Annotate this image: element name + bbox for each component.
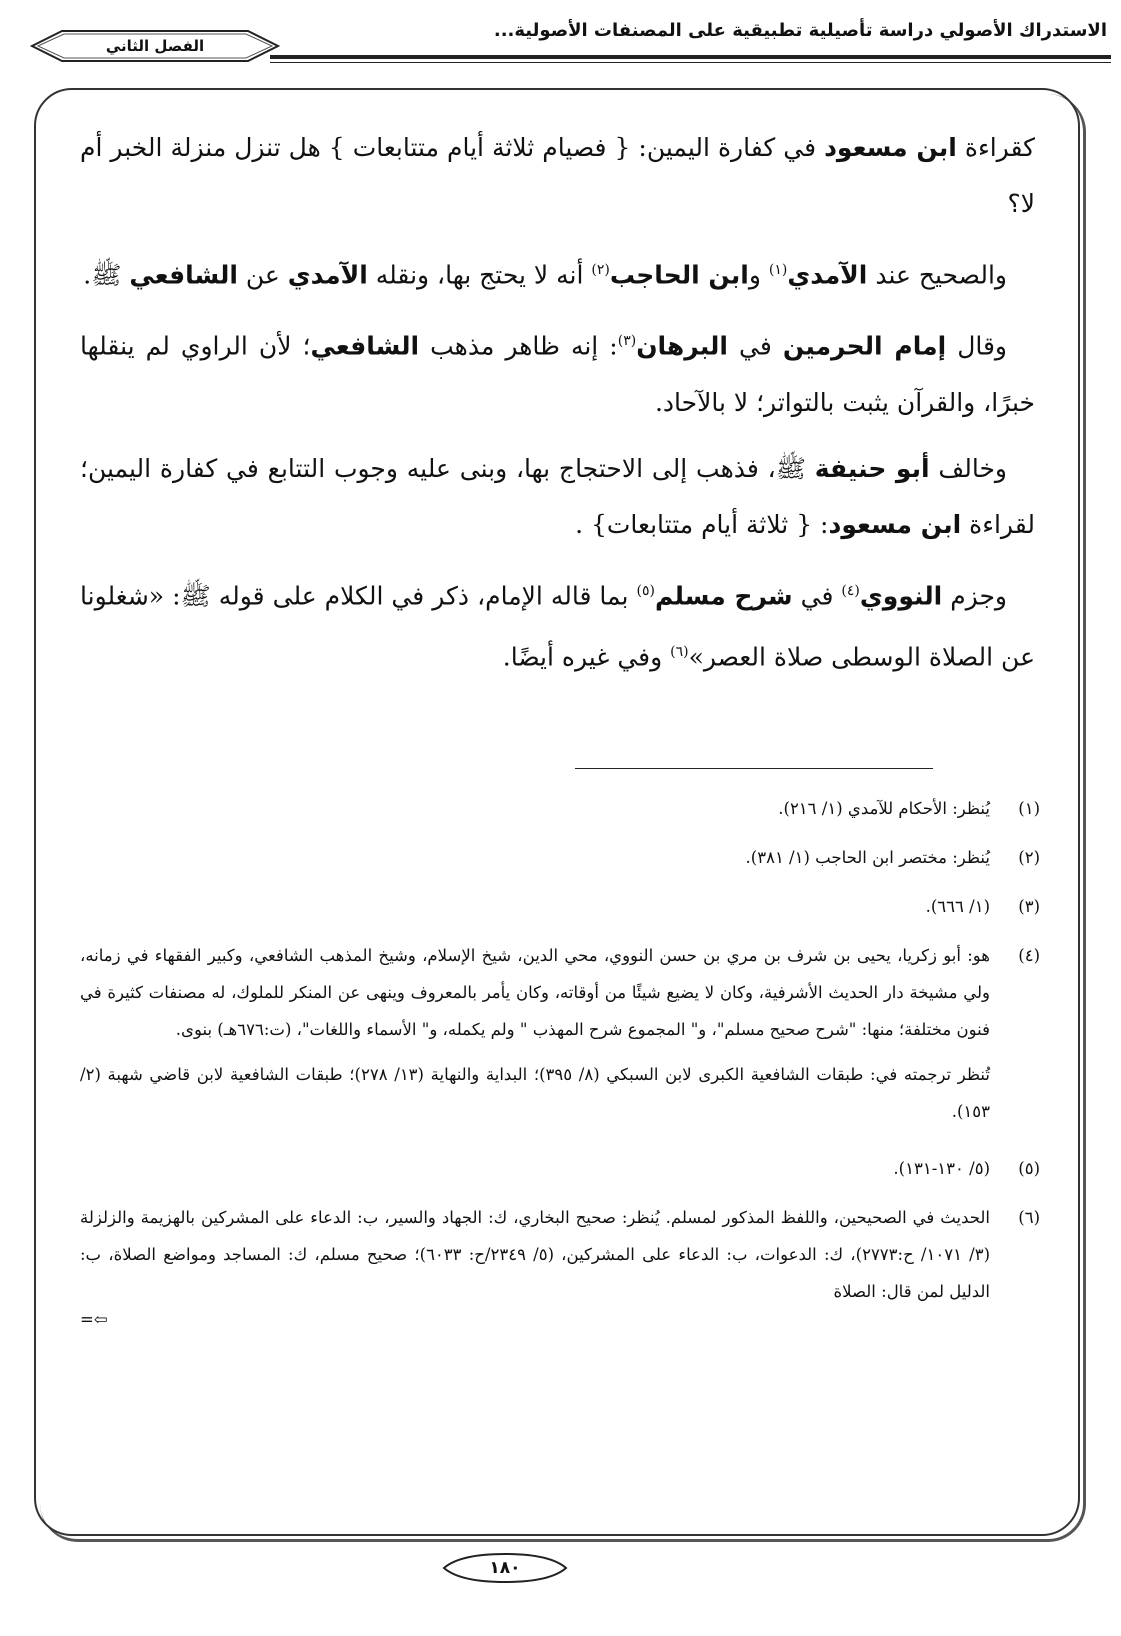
footnote-text: (٥/ ١٣٠-١٣١). [893,1159,990,1178]
footnote-number: (١) [1018,799,1040,818]
name-amidi: الآمدي [787,260,868,290]
text: والصحيح عند [867,260,1007,290]
name-shafii: الشافعي [129,260,238,290]
footnote-number: (٦) [1018,1208,1040,1227]
footnote-separator [575,768,933,769]
text: ﷺ. [83,260,130,290]
name-amidi: الآمدي [287,260,368,290]
footnote-body: الحديث في الصحيحين، واللفظ المذكور لمسلم. يُنظر: صحيح البخاري، ك: الجهاد والسير، ب: الدعاء على المشركين بالهزيمة والزلزلة (٣/ ١٠٧١/ ح:٢٧٧٣)، ك: الدعوات، ب: الدعاء على المشركين، (٥/ ٢٣٤٩/ح: ٦٠٣٣)؛ صحيح مسلم، ك: المساجد ومواضع الصلاة، ب: الدليل لمن قال: الصلاة [80,1208,991,1301]
name-ibn-masud: ابن مسعود [828,509,962,539]
text: في [727,331,783,361]
name-shafii: الشافعي [310,331,420,361]
name-imam-haramayn: إمام الحرمين [782,331,947,361]
continuation-arrow-icon: ⇦= [80,1310,108,1329]
text: وجزم [942,580,1007,610]
text: في كفارة اليمين: { فصيام ثلاثة أيام متتابعات } هل تنزل منزلة الخبر أم لا؟ [80,133,1035,218]
footnote-text: يُنظر: مختصر ابن الحاجب (١/ ٣٨١). [745,848,990,867]
footnote-ref-6[interactable]: (٦) [670,643,689,660]
footnote-text [80,1199,990,1330]
footnote-ref-2[interactable]: (٢) [591,262,610,278]
header-rule [270,55,1111,59]
book-title: الاستدراك الأصولي دراسة تأصيلية تطبيقية على المصنفات الأصولية... [493,20,1107,41]
name-abu-hanifa: أبو حنيفة [814,453,930,483]
page-number-badge [440,1550,570,1586]
footnote-number: (٣) [1018,897,1040,916]
text: في [792,580,842,610]
footnotes [80,790,1040,1342]
main-text [80,120,1035,695]
footnote-2 [80,839,1040,876]
text: و [748,260,769,290]
footnote-ref-5[interactable]: (٥) [636,582,655,599]
page-number: ١٨٠ [489,1558,521,1578]
paragraph-3 [80,313,1035,430]
text: أنه لا يحتج بها، ونقله [367,260,592,290]
text: كقراءة [956,133,1035,162]
name-ibn-hajib: ابن الحاجب [609,260,749,290]
footnote-6 [80,1199,1040,1330]
text: وقال [946,331,1008,361]
chapter-label: الفصل الثاني [105,37,205,55]
header-rule-thin [270,62,1111,63]
footnote-number: (٤) [1018,946,1040,965]
book-sharh-muslim: شرح مسلم [654,580,793,610]
paragraph-5 [80,563,1035,686]
footnote-bio: هو: أبو زكريا، يحيى بن شرف بن مري بن حسن النووي، محي الدين، شيخ الإسلام، وشيخ المذهب الشافعي، وكبير الفقهاء في زمانه، ولي مشيخة دار الحديث الأشرفية، وكان لا يضيع شيئًا من أوقاته، وكان يأمر بالمعروف وينهى عن المنكر للملوك، له مصنفات كثيرة في فنون مختلفة؛ منها: "شرح صحيح مسلم"، و" المجموع شرح المهذب " ولم يكمله، و" الأسماء واللغات"، (ت:٦٧٦هـ) بنوى. [80,946,990,1039]
text: ﷺ، فذهب إلى الاحتجاج بها، وبنى عليه وجوب التتابع في كفارة اليمين؛ لقراءة [80,453,1035,539]
paragraph-4 [80,441,1035,553]
footnote-number: (٢) [1018,848,1040,867]
footnote-1 [80,790,1040,827]
footnote-sources: تُنظر ترجمته في: طبقات الشافعية الكبرى لابن السبكي (٨/ ٣٩٥)؛ البداية والنهاية (١٣/ ٢٧٨)؛ طبقات الشافعية لابن قاضي شهبة (٢/ ١٥٣). [80,1065,991,1121]
name-ibn-masud: ابن مسعود [824,133,957,162]
footnote-text: (١/ ٦٦٦). [925,897,990,916]
footnote-3 [80,888,1040,925]
footnote-ref-4[interactable]: (٤) [841,582,860,599]
text: وفي غيره أيضًا. [502,642,671,672]
footnote-text [80,937,990,1138]
footnote-ref-1[interactable]: (١) [768,262,788,278]
book-burhan: البرهان [636,331,728,361]
text: بما قاله الإمام، ذكر في الكلام على قوله ﷺ: «شغلونا عن الصلاة الوسطى صلاة العصر» [80,580,1035,672]
footnote-number: (٥) [1018,1159,1040,1178]
text: عن [237,260,288,290]
text: : { ثلاثة أيام متتابعات} . [575,509,829,539]
footnote-5 [80,1150,1040,1187]
text: : إنه ظاهر مذهب [419,331,618,361]
footnote-ref-3[interactable]: (٣) [617,333,637,350]
paragraph-1 [80,120,1035,232]
name-nawawi: النووي [859,580,943,610]
chapter-tab [30,28,280,64]
paragraph-2 [80,242,1035,303]
text: وخالف [929,453,1007,483]
footnote-4 [80,937,1040,1138]
footnote-text: يُنظر: الأحكام للآمدي (١/ ٢١٦). [778,799,990,818]
text: ؛ لأن الراوي لم ينقلها خبرًا، والقرآن يثبت بالتواتر؛ لا بالآحاد. [80,331,1035,417]
